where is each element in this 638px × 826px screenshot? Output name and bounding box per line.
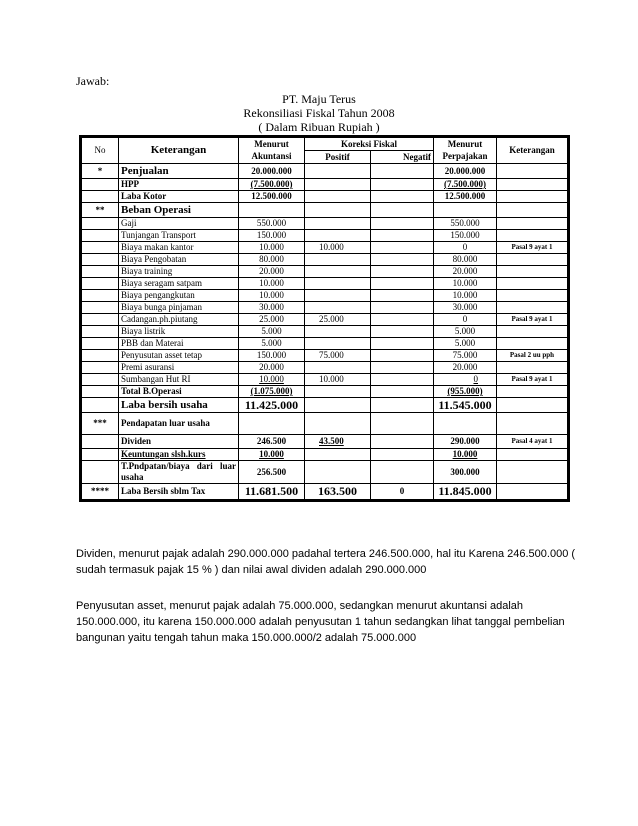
- row-description: T.Pndpatan/biaya dari luar usaha: [119, 461, 239, 484]
- row-positif: [305, 338, 371, 350]
- row-description: Cadangan.ph.piutang: [119, 314, 239, 326]
- row-akuntansi: 10.000: [239, 374, 305, 386]
- row-positif: 10.000: [305, 374, 371, 386]
- row-positif: [305, 386, 371, 398]
- row-perpajakan: 550.000: [434, 218, 497, 230]
- row-no: *: [82, 164, 119, 179]
- header-menurut-akuntansi: Menurut: [239, 138, 305, 151]
- fiscal-reconciliation-table: [81, 137, 568, 500]
- row-negatif: [371, 254, 434, 266]
- row-perpajakan: 20.000: [434, 362, 497, 374]
- paragraph-depreciation: Penyusutan asset, menurut pajak adalah 75.000.000, sedangkan menurut akuntansi adalah 150.000.000, itu karena 150.000.000 adalah penyusutan 1 tahun sedangkan lihat tanggal pembelian bangunan yaitu tengah tahun maka 150.000.000/2 adalah 75.000.000: [76, 600, 565, 644]
- row-keterangan: [497, 290, 568, 302]
- row-akuntansi: 12.500.000: [239, 191, 305, 203]
- row-description: Penyusutan asset tetap: [119, 350, 239, 362]
- row-no: [82, 266, 119, 278]
- row-negatif: [371, 242, 434, 254]
- row-keterangan: [497, 266, 568, 278]
- row-description: Biaya seragam satpam: [119, 278, 239, 290]
- row-keterangan: [497, 386, 568, 398]
- header-positif: Positif: [305, 151, 371, 164]
- row-description: Penjualan: [119, 164, 239, 179]
- row-positif: [305, 191, 371, 203]
- row-negatif: [371, 350, 434, 362]
- row-no: [82, 398, 119, 413]
- row-perpajakan: (7.500.000): [434, 179, 497, 191]
- table-row: [82, 398, 568, 413]
- row-description: Dividen: [119, 435, 239, 449]
- row-negatif: [371, 326, 434, 338]
- row-keterangan: Pasal 9 ayat 1: [497, 242, 568, 254]
- table-row: [82, 484, 568, 500]
- row-akuntansi: 10.000: [239, 242, 305, 254]
- answer-label: Jawab:: [76, 74, 110, 88]
- row-akuntansi: 150.000: [239, 350, 305, 362]
- row-description: Biaya makan kantor: [119, 242, 239, 254]
- row-positif: [305, 461, 371, 484]
- row-akuntansi: 20.000: [239, 266, 305, 278]
- row-perpajakan: 10.000: [434, 449, 497, 461]
- table-row: [82, 242, 568, 254]
- row-keterangan: [497, 398, 568, 413]
- header-perpajakan: Perpajakan: [434, 151, 497, 164]
- row-keterangan: Pasal 9 ayat 1: [497, 374, 568, 386]
- row-no: [82, 242, 119, 254]
- row-keterangan: [497, 449, 568, 461]
- row-perpajakan: 10.000: [434, 278, 497, 290]
- table-row: [82, 461, 568, 484]
- row-no: ***: [82, 413, 119, 435]
- row-description: HPP: [119, 179, 239, 191]
- row-akuntansi: (1.075.000): [239, 386, 305, 398]
- row-negatif: [371, 266, 434, 278]
- table-row: [82, 164, 568, 179]
- header-no: No: [82, 138, 119, 164]
- row-negatif: [371, 435, 434, 449]
- row-negatif: [371, 164, 434, 179]
- table-row: [82, 435, 568, 449]
- row-negatif: [371, 203, 434, 218]
- table-row: [82, 191, 568, 203]
- row-keterangan: [497, 302, 568, 314]
- row-no: [82, 314, 119, 326]
- row-no: [82, 374, 119, 386]
- row-no: [82, 350, 119, 362]
- row-akuntansi: 10.000: [239, 449, 305, 461]
- table-row: [82, 326, 568, 338]
- row-negatif: 0: [371, 484, 434, 500]
- table-row: [82, 278, 568, 290]
- row-perpajakan: 290.000: [434, 435, 497, 449]
- row-description: Sumbangan Hut RI: [119, 374, 239, 386]
- row-perpajakan: 0: [434, 242, 497, 254]
- row-no: [82, 179, 119, 191]
- row-keterangan: [497, 254, 568, 266]
- row-negatif: [371, 362, 434, 374]
- row-positif: [305, 203, 371, 218]
- row-description: Biaya training: [119, 266, 239, 278]
- row-no: [82, 449, 119, 461]
- row-no: [82, 218, 119, 230]
- row-akuntansi: [239, 203, 305, 218]
- row-akuntansi: 246.500: [239, 435, 305, 449]
- table-row: [82, 413, 568, 435]
- row-positif: [305, 398, 371, 413]
- row-perpajakan: 80.000: [434, 254, 497, 266]
- row-no: ****: [82, 484, 119, 500]
- row-keterangan: Pasal 9 ayat 1: [497, 314, 568, 326]
- row-positif: [305, 164, 371, 179]
- row-keterangan: [497, 338, 568, 350]
- row-positif: 43.500: [305, 435, 371, 449]
- row-positif: 75.000: [305, 350, 371, 362]
- row-description: Beban Operasi: [119, 203, 239, 218]
- row-negatif: [371, 230, 434, 242]
- row-no: [82, 254, 119, 266]
- row-keterangan: [497, 461, 568, 484]
- row-negatif: [371, 413, 434, 435]
- row-perpajakan: 5.000: [434, 326, 497, 338]
- row-keterangan: [497, 484, 568, 500]
- row-no: [82, 338, 119, 350]
- row-positif: 25.000: [305, 314, 371, 326]
- row-perpajakan: 300.000: [434, 461, 497, 484]
- row-negatif: [371, 179, 434, 191]
- table-row: [82, 338, 568, 350]
- header-negatif: Negatif: [371, 151, 434, 164]
- row-no: [82, 230, 119, 242]
- row-description: Premi asuransi: [119, 362, 239, 374]
- row-no: **: [82, 203, 119, 218]
- row-akuntansi: 80.000: [239, 254, 305, 266]
- header-akuntansi: Akuntansi: [239, 151, 305, 164]
- row-perpajakan: 11.545.000: [434, 398, 497, 413]
- row-description: Laba Bersih sblm Tax: [119, 484, 239, 500]
- table-row: [82, 203, 568, 218]
- table-row: [82, 266, 568, 278]
- header-row-1: [82, 138, 568, 151]
- row-keterangan: [497, 191, 568, 203]
- row-positif: [305, 254, 371, 266]
- row-akuntansi: 5.000: [239, 338, 305, 350]
- table-row: [82, 179, 568, 191]
- row-positif: [305, 179, 371, 191]
- row-perpajakan: 5.000: [434, 338, 497, 350]
- table-row: [82, 350, 568, 362]
- table-row: [82, 254, 568, 266]
- row-perpajakan: 10.000: [434, 290, 497, 302]
- row-akuntansi: 10.000: [239, 278, 305, 290]
- row-perpajakan: 75.000: [434, 350, 497, 362]
- row-akuntansi: (7.500.000): [239, 179, 305, 191]
- row-no: [82, 461, 119, 484]
- row-akuntansi: 30.000: [239, 302, 305, 314]
- row-description: Biaya Pengobatan: [119, 254, 239, 266]
- row-negatif: [371, 461, 434, 484]
- row-akuntansi: 150.000: [239, 230, 305, 242]
- row-no: [82, 191, 119, 203]
- table-row: [82, 449, 568, 461]
- row-negatif: [371, 290, 434, 302]
- row-keterangan: [497, 179, 568, 191]
- row-perpajakan: 20.000: [434, 266, 497, 278]
- row-akuntansi: 5.000: [239, 326, 305, 338]
- row-negatif: [371, 218, 434, 230]
- row-no: [82, 435, 119, 449]
- header-menurut-perpajakan: Menurut: [434, 138, 497, 151]
- row-keterangan: [497, 164, 568, 179]
- row-akuntansi: 550.000: [239, 218, 305, 230]
- row-negatif: [371, 338, 434, 350]
- row-keterangan: Pasal 2 uu pph: [497, 350, 568, 362]
- header-koreksi-fiskal: Koreksi Fiskal: [305, 138, 434, 151]
- row-keterangan: [497, 326, 568, 338]
- row-description: Pendapatan luar usaha: [119, 413, 239, 435]
- company-name: PT. Maju Terus: [282, 92, 356, 106]
- row-perpajakan: 30.000: [434, 302, 497, 314]
- row-keterangan: [497, 230, 568, 242]
- table-row: [82, 386, 568, 398]
- row-no: [82, 326, 119, 338]
- row-description: Biaya bunga pinjaman: [119, 302, 239, 314]
- table-row: [82, 230, 568, 242]
- table-body: [82, 164, 568, 500]
- row-perpajakan: 20.000.000: [434, 164, 497, 179]
- row-perpajakan: (955.000): [434, 386, 497, 398]
- table-row: [82, 218, 568, 230]
- row-description: Keuntungan slsh.kurs: [119, 449, 239, 461]
- row-perpajakan: 0: [434, 314, 497, 326]
- row-no: [82, 302, 119, 314]
- row-perpajakan: 11.845.000: [434, 484, 497, 500]
- row-negatif: [371, 386, 434, 398]
- row-negatif: [371, 374, 434, 386]
- row-positif: [305, 290, 371, 302]
- row-positif: [305, 326, 371, 338]
- report-title: Rekonsiliasi Fiskal Tahun 2008: [243, 106, 395, 120]
- row-akuntansi: 11.681.500: [239, 484, 305, 500]
- row-perpajakan: [434, 203, 497, 218]
- row-description: Laba Kotor: [119, 191, 239, 203]
- row-positif: [305, 413, 371, 435]
- row-no: [82, 278, 119, 290]
- row-akuntansi: 11.425.000: [239, 398, 305, 413]
- table-row: [82, 302, 568, 314]
- row-perpajakan: 150.000: [434, 230, 497, 242]
- row-negatif: [371, 191, 434, 203]
- row-description: PBB dan Materai: [119, 338, 239, 350]
- row-description: Gaji: [119, 218, 239, 230]
- table-row: [82, 374, 568, 386]
- row-positif: 10.000: [305, 242, 371, 254]
- row-akuntansi: 20.000.000: [239, 164, 305, 179]
- row-description: Biaya pengangkutan: [119, 290, 239, 302]
- row-no: [82, 386, 119, 398]
- row-keterangan: Pasal 4 ayat 1: [497, 435, 568, 449]
- row-perpajakan: 12.500.000: [434, 191, 497, 203]
- row-positif: 163.500: [305, 484, 371, 500]
- row-positif: [305, 278, 371, 290]
- unit-note: ( Dalam Ribuan Rupiah ): [258, 120, 380, 134]
- row-akuntansi: 20.000: [239, 362, 305, 374]
- row-negatif: [371, 302, 434, 314]
- row-description: Laba bersih usaha: [119, 398, 239, 413]
- header-keterangan-right: Keterangan: [497, 138, 568, 164]
- row-keterangan: [497, 413, 568, 435]
- row-negatif: [371, 278, 434, 290]
- table-row: [82, 290, 568, 302]
- row-positif: [305, 218, 371, 230]
- row-positif: [305, 230, 371, 242]
- row-description: Total B.Operasi: [119, 386, 239, 398]
- row-keterangan: [497, 362, 568, 374]
- row-negatif: [371, 398, 434, 413]
- row-description: Biaya listrik: [119, 326, 239, 338]
- row-keterangan: [497, 278, 568, 290]
- row-perpajakan: [434, 413, 497, 435]
- row-keterangan: [497, 203, 568, 218]
- table-row: [82, 314, 568, 326]
- row-akuntansi: 25.000: [239, 314, 305, 326]
- row-no: [82, 290, 119, 302]
- row-akuntansi: [239, 413, 305, 435]
- row-positif: [305, 302, 371, 314]
- row-no: [82, 362, 119, 374]
- row-akuntansi: 10.000: [239, 290, 305, 302]
- paragraph-dividend: Dividen, menurut pajak adalah 290.000.000 padahal tertera 246.500.000, hal itu Karena 246.500.000 ( sudah termasuk pajak 15 % ) dan nilai awal dividen adalah 290.000.000: [76, 548, 576, 576]
- row-positif: [305, 362, 371, 374]
- row-positif: [305, 266, 371, 278]
- row-description: Tunjangan Transport: [119, 230, 239, 242]
- header-keterangan: Keterangan: [119, 138, 239, 164]
- row-perpajakan: 0: [434, 374, 497, 386]
- row-akuntansi: 256.500: [239, 461, 305, 484]
- row-positif: [305, 449, 371, 461]
- row-negatif: [371, 449, 434, 461]
- row-negatif: [371, 314, 434, 326]
- row-keterangan: [497, 218, 568, 230]
- table-row: [82, 362, 568, 374]
